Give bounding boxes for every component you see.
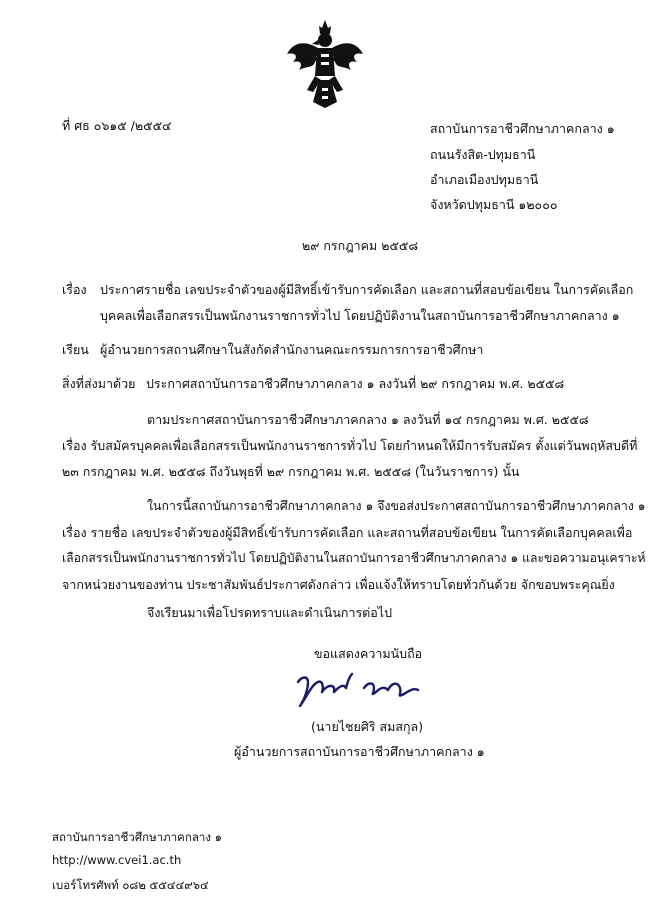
recipient-label: เรียน: [62, 342, 89, 357]
footer-phone: เบอร์โทรศัพท์ ๐๘๒ ๕๕๔๔๙๖๔: [52, 878, 209, 892]
salutation: ขอแสดงความนับถือ: [314, 646, 423, 661]
address-line: สถาบันการอาชีวศึกษาภาคกลาง ๑: [430, 121, 615, 136]
signatory-title: ผู้อำนวยการสถาบันการอาชีวศึกษาภาคกลาง ๑: [234, 744, 485, 759]
paragraph-line: จากหน่วยงานของท่าน ประชาสัมพันธ์ประกาศดังกล่าว เพื่อแจ้งให้ทราบโดยทั่วกันด้วย จักขอบพระคุณยิ่ง: [62, 577, 615, 592]
address-line: ถนนรังสิต-ปทุมธานี: [430, 147, 536, 162]
recipient-text: ผู้อำนวยการสถานศึกษาในสังกัดสำนักงานคณะกรรมการการอาชีวศึกษา: [100, 342, 484, 357]
address-line: จังหวัดปทุมธานี ๑๒๐๐๐: [430, 197, 558, 212]
paragraph-line: เรื่อง รายชื่อ เลขประจำตัวของผู้มีสิทธิ์เข้ารับการคัดเลือก และสถานที่สอบข้อเขียน ในการคัดเลือกบุคคลเพื่อ: [62, 525, 633, 540]
enclosure-label: สิ่งที่ส่งมาด้วย: [62, 376, 136, 391]
paragraph-line: ในการนี้สถาบันการอาชีวศึกษาภาคกลาง ๑ จึงขอส่งประกาศสถาบันการอาชีวศึกษาภาคกลาง ๑: [147, 499, 646, 513]
garuda-emblem-icon: [285, 18, 365, 110]
enclosure-text: ประกาศสถาบันการอาชีวศึกษาภาคกลาง ๑ ลงวันที่ ๒๙ กรกฎาคม พ.ศ. ๒๕๕๘: [146, 376, 565, 391]
signatory-name: (นายไชยศิริ สมสกุล): [311, 719, 424, 734]
subject-line: ประกาศรายชื่อ เลขประจำตัวของผู้มีสิทธิ์เข้ารับการคัดเลือก และสถานที่สอบข้อเขียน ในการคัดเลือก: [100, 282, 634, 297]
address-line: อำเภอเมืองปทุมธานี: [430, 172, 539, 187]
reference-number: ที่ ศธ ๐๖๑๕ /๒๕๕๔: [62, 118, 172, 133]
letter-date: ๒๙ กรกฎาคม ๒๕๕๘: [302, 238, 419, 253]
signature-image: [292, 668, 422, 710]
paragraph-line: ๒๓ กรกฎาคม พ.ศ. ๒๕๕๘ ถึงวันพุธที่ ๒๙ กรกฎาคม พ.ศ. ๒๕๕๘ (ในวันราชการ) นั้น: [62, 464, 520, 479]
subject-label: เรื่อง: [62, 282, 87, 297]
subject-line: บุคคลเพื่อเลือกสรรเป็นพนักงานราชการทั่วไป โดยปฏิบัติงานในสถาบันการอาชีวศึกษาภาคกลาง ๑: [100, 308, 620, 323]
paragraph-line: เรื่อง รับสมัครบุคคลเพื่อเลือกสรรเป็นพนักงานราชการทั่วไป โดยกำหนดให้มีการรับสมัคร ตั้งแต่วันพฤหัสบดีที่: [62, 438, 638, 453]
footer-org: สถาบันการอาชีวศึกษาภาคกลาง ๑: [52, 830, 222, 844]
paragraph-line: ตามประกาศสถาบันการอาชีวศึกษาภาคกลาง ๑ ลงวันที่ ๑๔ กรกฎาคม พ.ศ. ๒๕๕๘: [147, 412, 589, 427]
footer-website: http://www.cvei1.ac.th: [52, 853, 182, 867]
closing-request: จึงเรียนมาเพื่อโปรดทราบและดำเนินการต่อไป: [147, 605, 393, 620]
paragraph-line: เลือกสรรเป็นพนักงานราชการทั่วไป โดยปฏิบัติงานในสถาบันการอาชีวศึกษาภาคกลาง ๑ และขอความอนุเคราะห์: [62, 551, 646, 565]
